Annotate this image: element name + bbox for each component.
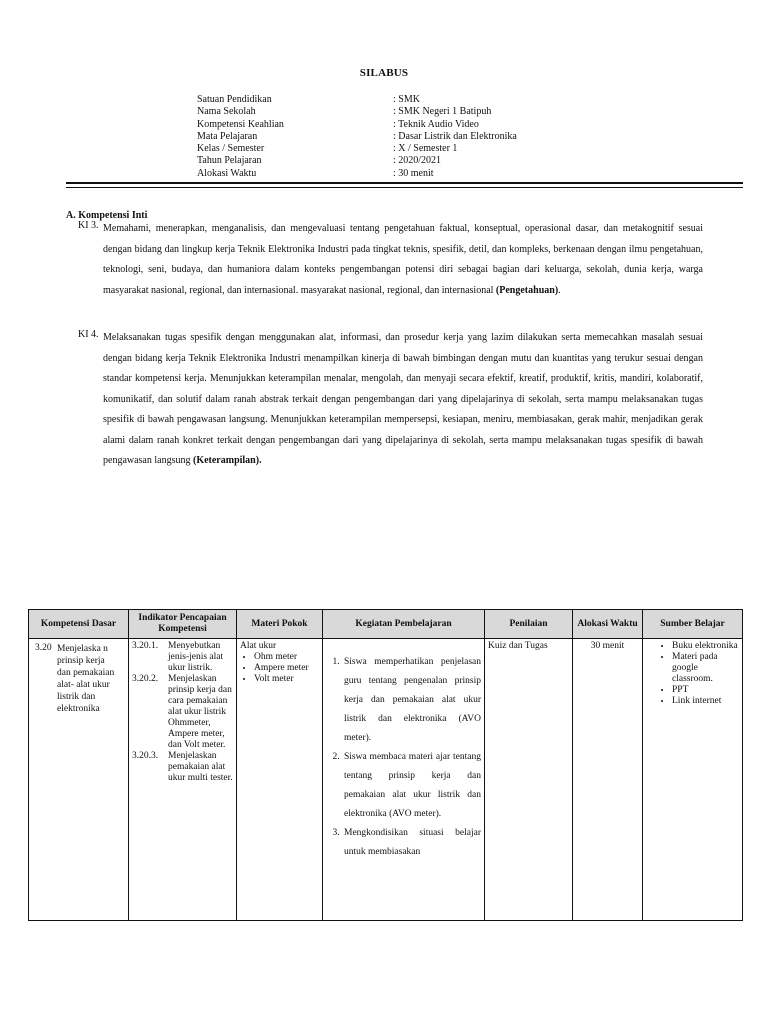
indikator-number: 3.20.2. [132,674,159,684]
meta-label: Mata Pelajaran [197,130,258,142]
meta-row [197,106,517,118]
meta-row [197,131,517,143]
meta-row [197,168,517,180]
meta-row [197,94,517,106]
meta-label: Satuan Pendidikan [197,94,272,105]
document-title: SILABUS [359,67,409,79]
list-item: • Materi pada google classroom. [672,652,739,685]
alokasi-cell: 30 menit [573,639,643,921]
list-item: • Volt meter [254,674,319,685]
meta-value: : 30 menit [393,167,434,179]
meta-row [197,143,517,155]
identity-block [197,94,517,180]
column-header: Penilaian [485,610,573,639]
ki-number: KI 4. [78,329,99,340]
materi-cell [237,639,323,921]
indikator-cell [129,639,237,921]
materi-list [240,652,319,685]
materi-head: Alat ukur [240,641,277,651]
penilaian-cell: Kuiz dan Tugas [485,639,573,921]
meta-label: Tahun Pelajaran [197,155,262,167]
ki-body: Memahami, menerapkan, menganalisis, dan mengevaluasi tentang pengetahuan faktual, konseptual, operasional dasar, dan metakognitif sesuai dengan bidang dan lingkup kerja Teknik Elektronika Industri pada tingkat teknis, spesifik, detil, dan kompleks, berkenaan dengan ilmu pengetahuan, teknologi, seni, budaya, dan humaniora dalam konteks pengembangan potensi diri sebagai bagian dari keluarga, sekolah, dunia kerja, warga masyarakat nasional, regional, dan internasional. masyarakat nasional, regional, dan internasional [103,223,703,296]
meta-label: Nama Sekolah [197,106,256,118]
meta-label: Kompetensi Keahlian [197,118,284,130]
ki-tail: . [558,284,561,296]
meta-row [197,155,517,167]
kd-text: Menjelaska n prinsip kerja dan pemakaian alat- alat ukur listrik dan elektronika [57,644,115,714]
ki-item [78,329,703,472]
column-header: Kompetensi Dasar [29,610,129,639]
indikator-text: Menjelaskan prinsip kerja dan cara pemakaian alat ukur listrik Ohmmeter, Ampere meter, dan Volt meter. [168,674,232,750]
kd-number: 3.20 [35,643,52,653]
column-header: Materi Pokok [237,610,323,639]
ki-body: Melaksanakan tugas spesifik dengan menggunakan alat, informasi, dan prosedur kerja yang lazim dilakukan serta memecahkan masalah sesuai dengan bidang kerja Teknik Elektronika Industri menampilkan kinerja di bawah bimbingan dengan mutu dan kuantitas yang terukur sesuai dengan standar kompetensi kerja. Menunjukkan keterampilan menalar, mengolah, dan menyaji secara efektif, kreatif, produktif, kritis, mandiri, kolaboratif, komunikatif, dan solutif dalam ranah abstrak terkait dengan pengembangan dari yang dipelajarinya di sekolah, serta mampu melaksanakan tugas spesifik di bawah pengawasan langsung. Menunjukkan keterampilan mempersepsi, kesiapan, meniru, membiasakan, gerak mahir, menjadikan gerak alami dalam ranah konkret terkait dengan pengembangan dari yang dipelajarinya di sekolah, serta mampu melaksanakan tugas spesifik di bawah pengawasan langsung [103,332,703,466]
ki-text [103,219,703,301]
meta-value: : Dasar Listrik dan Elektronika [393,130,517,142]
list-item: 2. Siswa membaca materi ajar tentang tentang prinsip kerja dan pemakaian alat ukur listrik dan elektronika (AVO meter). [342,748,481,824]
list-item: 1. Siswa memperhatikan penjelasan guru tentang pengenalan prinsip kerja dan pemakaian alat ukur listrik dan elektronika (AVO meter). [342,653,481,748]
indikator-item [132,641,233,674]
kegiatan-cell [323,639,485,921]
kompetensi-dasar-cell [29,639,129,921]
ki-emphasis: (Keterampilan). [192,455,262,466]
ki-text [103,328,703,472]
indikator-item [132,674,233,751]
list-item: • Buku elektronika [672,641,739,652]
column-header: Sumber Belajar [643,610,743,639]
ki-emphasis: (Pengetahuan) [495,284,559,296]
syllabus-table [28,609,743,921]
sumber-cell [643,639,743,921]
meta-value: : SMK [393,94,420,105]
meta-value: : X / Semester 1 [393,143,458,155]
meta-value: : Teknik Audio Video [393,118,479,130]
list-item: • Ohm meter [254,652,319,663]
column-header: Alokasi Waktu [573,610,643,639]
indikator-number: 3.20.1. [132,641,159,651]
table-row [29,639,743,921]
meta-label: Alokasi Waktu [197,167,257,179]
list-item: • Link internet [672,696,739,707]
indikator-item [132,751,233,784]
header-divider-thick [66,182,743,184]
meta-label: Kelas / Semester [197,143,265,155]
kd-wrap [32,641,125,715]
list-item: • PPT [672,685,739,696]
meta-value: : SMK Negeri 1 Batipuh [393,106,492,118]
column-header: Kegiatan Pembelajaran [323,610,485,639]
indikator-number: 3.20.3. [132,751,159,761]
meta-value: : 2020/2021 [393,155,442,167]
table-header-row [29,610,743,639]
sumber-list [646,641,739,707]
list-item: 3. Mengkondisikan situasi belajar untuk membiasakan [342,824,481,862]
meta-row [197,119,517,131]
ki-item [78,220,703,301]
header-divider-thin [66,187,743,188]
column-header: Indikator Pencapaian Kompetensi [129,610,237,639]
section-heading-ki: A. Kompetensi Inti [66,210,148,221]
list-item: • Ampere meter [254,663,319,674]
indikator-text: Menyebutkan jenis-jenis alat ukur listrik. [168,641,224,673]
kegiatan-list [326,653,481,862]
ki-number: KI 3. [78,220,99,231]
indikator-text: Menjelaskan pemakaian alat ukur multi tester. [168,751,233,783]
